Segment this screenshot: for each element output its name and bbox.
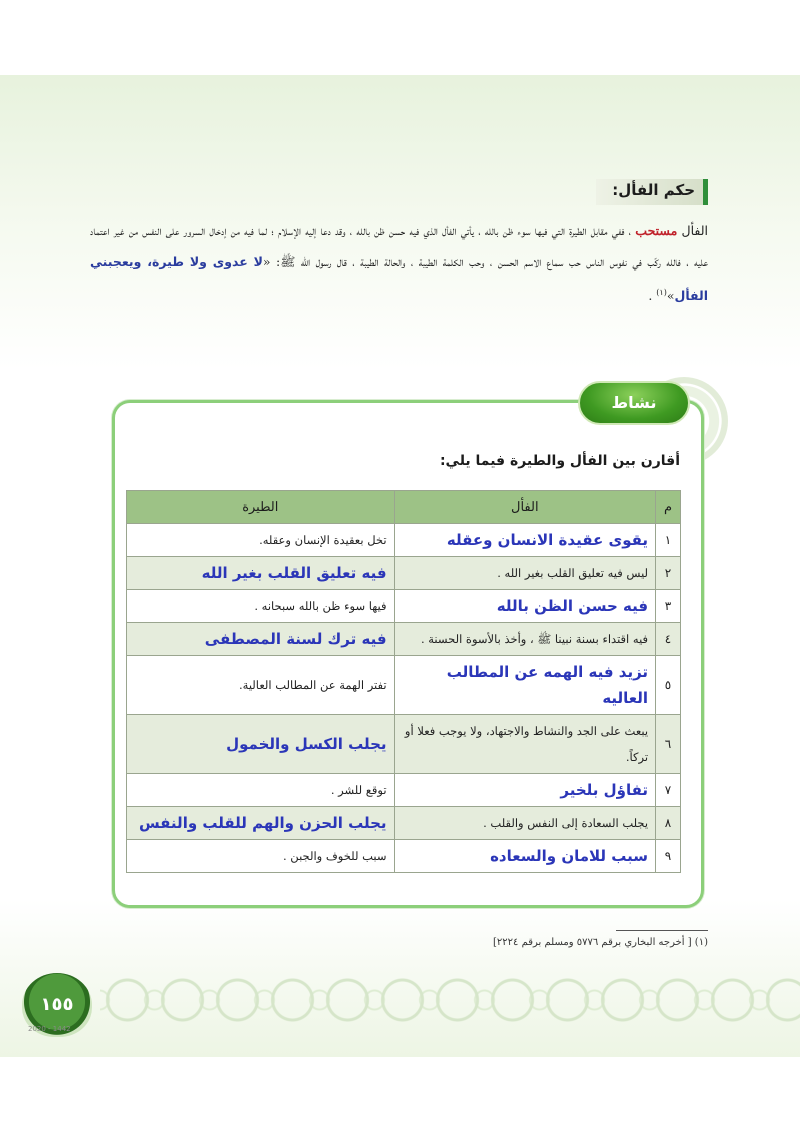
header-fal: الفأل <box>394 491 656 524</box>
table-row <box>127 807 681 840</box>
ruling-term: مستحب <box>635 223 678 238</box>
table-row <box>127 656 681 715</box>
edition-label: 2020 - 1442 <box>28 1025 71 1033</box>
row-number: ٩ <box>656 840 681 873</box>
fal-cell: يبعث على الجد والنشاط والاجتهاد، ولا يوجب فعلا أو تركاً. <box>394 715 656 774</box>
fal-cell: سبب للامان والسعاده <box>394 840 656 873</box>
tira-cell: يجلب الكسل والخمول <box>127 715 395 774</box>
activity-prompt: أقارن بين الفأل والطيرة فيما يلي: <box>439 453 680 469</box>
paragraph-text-1: الفأل <box>677 223 709 238</box>
fal-cell: فيه حسن الظن بالله <box>394 590 656 623</box>
paragraph-text-3: » <box>666 288 675 304</box>
row-number: ١ <box>656 524 681 557</box>
table-row <box>127 774 681 807</box>
ruling-paragraph <box>90 215 708 311</box>
hadith-quote: لا عدوى ولا طيرة، ويعجبني الفأل <box>90 254 708 304</box>
tira-cell: تخل بعقيدة الإنسان وعقله. <box>127 524 395 557</box>
tira-cell: توقع للشر . <box>127 774 395 807</box>
footnote-divider <box>616 930 708 931</box>
table-row <box>127 715 681 774</box>
paragraph-text-2: ، ففي مقابل الطيرة التي فيها سوء ظن بالله ، يأتي الفأل الذي فيه حسن ظن بالله ، وقد دعا إليه الإسلام ؛ لما فيه من إدخال السرور على النفس من غير اعتماد عليه ، فالله ركّب في نفوس الناس حب سماع الاسم الحسن ، وحب الكلمة الطيبة ، والحالة الطيبة ، قال رسول الله ﷺ: « <box>90 223 709 269</box>
section-heading: حكم الفأل: <box>596 179 708 205</box>
fal-cell: ليس فيه تعليق القلب بغير الله . <box>394 557 656 590</box>
footnote: (١) [ أخرجه البخاري برقم ٥٧٧٦ ومسلم برقم ٢٢٢٤] <box>493 937 708 948</box>
row-number: ٣ <box>656 590 681 623</box>
tira-cell: سبب للخوف والجبن . <box>127 840 395 873</box>
decorative-pattern <box>100 965 800 1035</box>
fal-cell: تزيد فيه الهمه عن المطالب العاليه <box>394 656 656 715</box>
fal-cell: فيه اقتداء بسنة نبينا ﷺ ، وأخذ بالأسوة الحسنة . <box>394 623 656 656</box>
page-number: ١٥٥ <box>22 973 92 1037</box>
row-number: ٢ <box>656 557 681 590</box>
tira-cell: تفتر الهمة عن المطالب العالية. <box>127 656 395 715</box>
textbook-page <box>0 75 800 1057</box>
header-num: م <box>656 491 681 524</box>
row-number: ٦ <box>656 715 681 774</box>
fal-cell: يقوى عقيدة الانسان وعقله <box>394 524 656 557</box>
tira-cell: فيه تعليق القلب بغير الله <box>127 557 395 590</box>
fal-cell: يجلب السعادة إلى النفس والقلب . <box>394 807 656 840</box>
header-tira: الطيرة <box>127 491 395 524</box>
table-row <box>127 590 681 623</box>
tira-cell: يجلب الحزن والهم للقلب والنفس <box>127 807 395 840</box>
row-number: ٨ <box>656 807 681 840</box>
table-row <box>127 557 681 590</box>
fal-cell: تفاؤل بلخير <box>394 774 656 807</box>
comparison-table <box>126 490 681 873</box>
table-row <box>127 840 681 873</box>
activity-badge: نشاط <box>578 381 690 425</box>
row-number: ٧ <box>656 774 681 807</box>
tira-cell: فيه ترك لسنة المصطفى <box>127 623 395 656</box>
table-row <box>127 623 681 656</box>
paragraph-text-4: . <box>648 288 657 304</box>
footnote-ref: (١) <box>656 288 667 297</box>
row-number: ٥ <box>656 656 681 715</box>
tira-cell: فيها سوء ظن بالله سبحانه . <box>127 590 395 623</box>
row-number: ٤ <box>656 623 681 656</box>
table-header-row <box>127 491 681 524</box>
table-row <box>127 524 681 557</box>
